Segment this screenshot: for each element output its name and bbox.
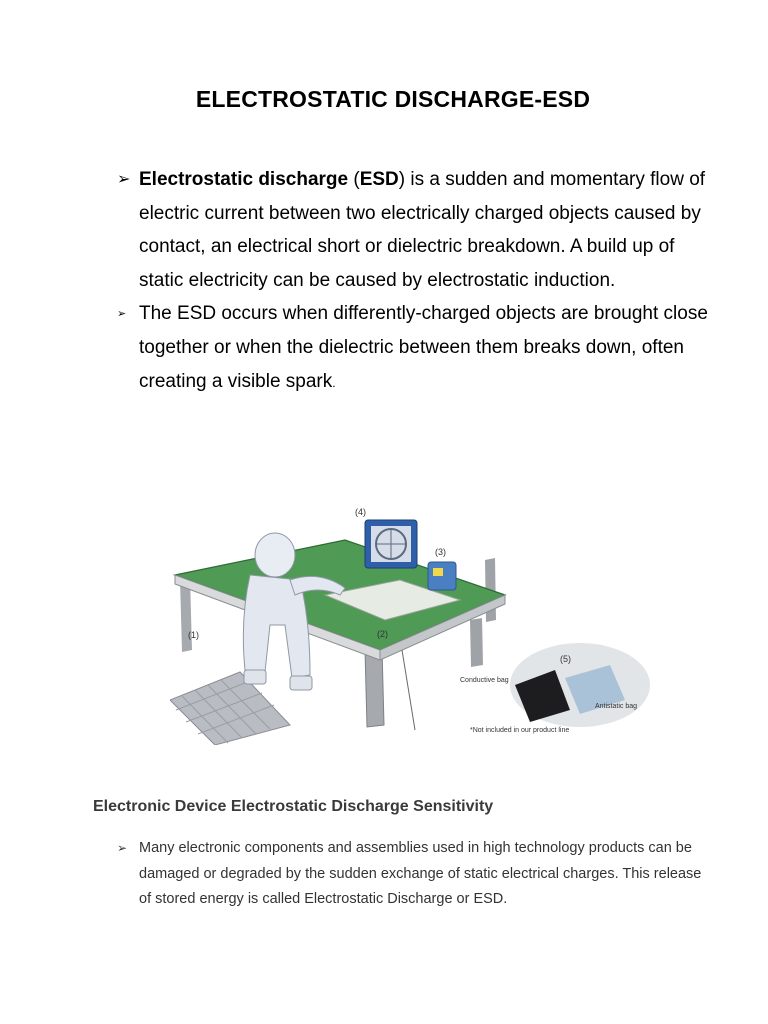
bullet-occurrence (117, 297, 717, 400)
esd-workstation-illustration (170, 500, 650, 745)
bullet-definition (117, 163, 717, 297)
conductive-bag-label: Conductive bag (460, 677, 509, 684)
term-esd: ESD (359, 169, 399, 190)
arrow-bullet-icon: ➢ (117, 308, 127, 321)
label-2: (2) (377, 629, 388, 639)
label-3: (3) (435, 547, 446, 557)
paren-open: ( (348, 169, 360, 190)
definition-text: ) is a sudden and momentary flow of electric current between two electrically charged objects caused by contact, an electrical short or dielectric breakdown. A build up of static electricity can be caused by electrostatic induction. (139, 169, 706, 291)
label-5: (5) (560, 654, 571, 664)
bullet-sensitivity (117, 836, 707, 913)
ionizer-fan (365, 520, 417, 568)
occurrence-text: The ESD occurs when differently-charged objects are brought close together or when the dielectric between them breaks down, often creating a visible spark (139, 303, 708, 392)
arrow-bullet-icon: ➢ (117, 841, 128, 855)
esd-bags (510, 643, 650, 727)
label-1: (1) (188, 630, 199, 640)
occurrence-period: . (332, 375, 336, 390)
arrow-bullet-icon: ➢ (117, 171, 131, 188)
intro-bullets (117, 163, 717, 400)
sensitivity-text: Many electronic components and assemblies used in high technology products can be damaged or degraded by the sudden exchange of static electrical charges. This release of stored energy is called Electrostatic Discharge or ESD. (139, 840, 702, 907)
section-heading: Electronic Device Electrostatic Discharge Sensitivity (93, 798, 494, 815)
antistatic-bag-label: Antistatic bag (595, 703, 638, 710)
page-title: ELECTROSTATIC DISCHARGE-ESD (195, 86, 591, 112)
product-line-note: *Not included in our product line (470, 727, 570, 734)
sensitivity-bullets (117, 836, 707, 913)
term-electrostatic-discharge: Electrostatic discharge (139, 169, 349, 190)
esd-workbench (175, 540, 505, 660)
ground-wire (402, 650, 415, 730)
label-4: (4) (355, 507, 366, 517)
ground-monitor (428, 562, 456, 590)
grounding-floor-mat (170, 672, 290, 745)
